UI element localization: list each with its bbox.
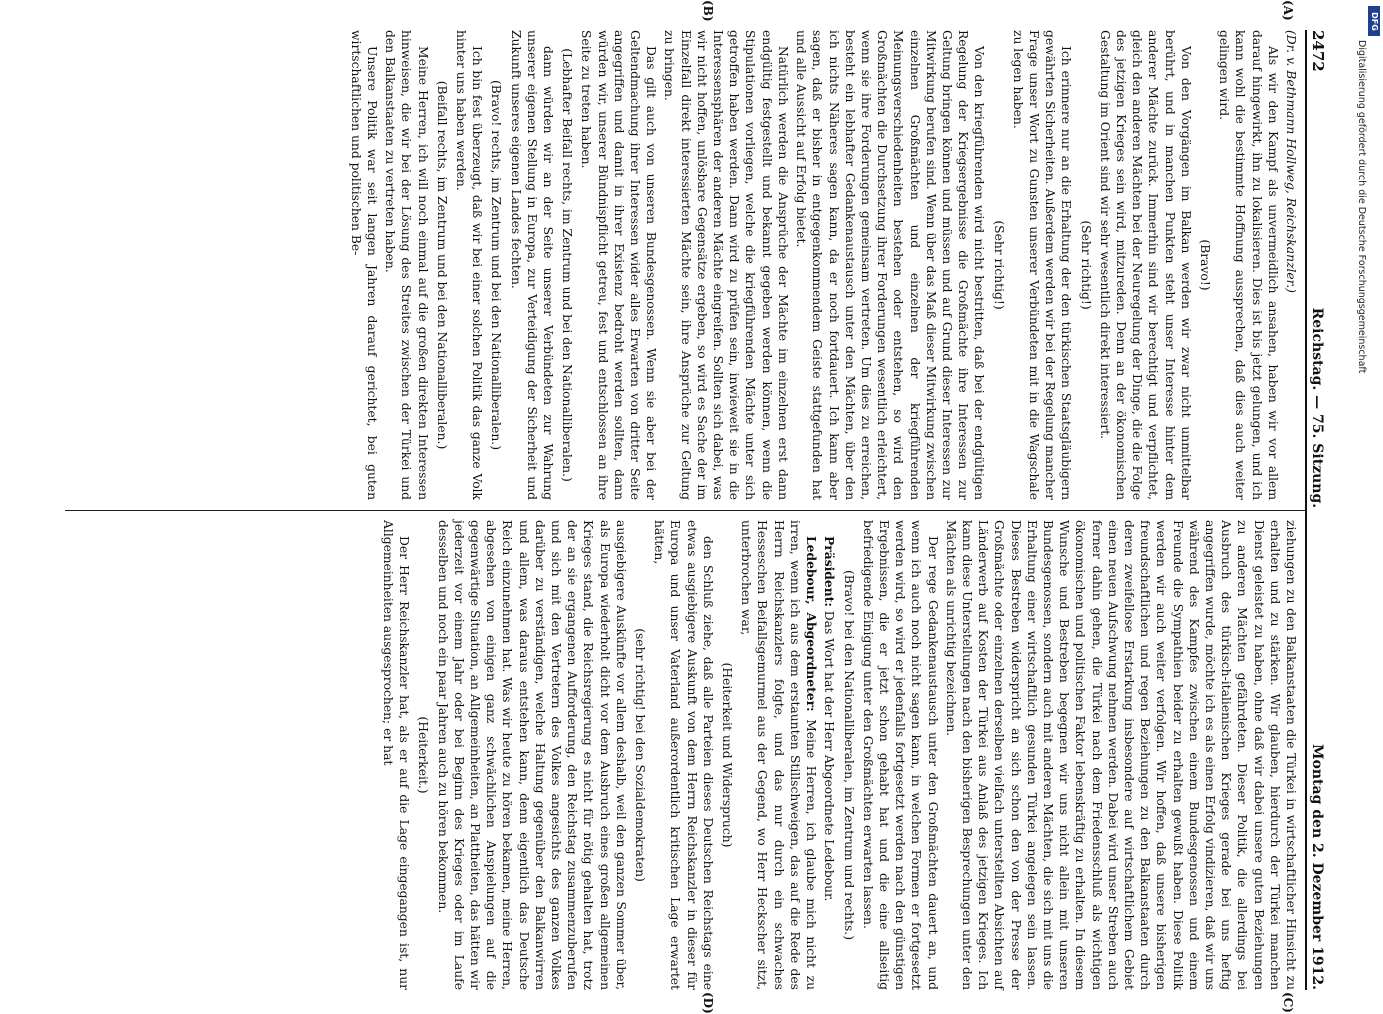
session-date: Montag den 2. Dezember 1912. <box>1309 744 1325 990</box>
speech-paragraph: Ich erinnere nur an die Erhaltung der den türkischen Staatsgläubigern gewährten Sicherheiten. Außerdem werden wir bei der Regelung mancher Frage unser Wort zu Gunsten unserer Verbündeten mit in die Wagschale zu legen haben. <box>1010 30 1074 500</box>
speech-paragraph: ziehungen zu den Balkanstaaten die Türkei in wirtschaftlicher Hinsicht zu erhalten und zu stärken. Wir glauben, hierdurch der Türkei manchen Dienst geleistet zu haben, ohne daß wir dabei unsere guten Beziehungen zu anderen Mächten gefährdeten. Dieser Politik, die allerdings bei Ausbruch des türkisch-italienischen Krieges gerade bei uns heftig angegriffen wurde, möchte ich es als einen Erfolg vindizieren, daß wir uns während des Kampfes zwischen einem Bundesgenossen und einem Freunde die Sympathien beider zu erhalten gewußt haben. Diese Politik werden wir auch weiter verfolgen. Wir hoffen, daß unsere bisherigen freundschaftlichen und regen Beziehungen zu den Balkanstaaten durch deren zweifellose Erstarkung insbesondere auf wirtschaftlichem Gebiet einen neuen Aufschwung nehmen werden. Dabei wird unser Streben auch ferner dahin gehen, die Türkei nach dem Friedensschluß als wichtigen ökonomischen und politischen Faktor lebenskräftig zu erhalten. In diesem Wunsche und Bestreben begegnen wir uns nicht allein mit unseren Bundesgenossen, sondern auch mit anderen Mächten, die sich mit uns die Erhaltung einer wirtschaftlich gesunden Türkei angelegen sein lassen. Dieses Bestreben widerspricht an sich schon den von der Presse der Großmächte oder einzelnen derselben vielfach unterstellten Absichten auf Länderwerb auf Kosten der Türkei aus Anlaß des jetzigen Krieges. Ich kann diese Unterstellungen nach den bisherigen Besprechungen unter den Mächten als unrichtig bezeichnen. <box>943 520 1298 990</box>
column-divider <box>65 510 1305 511</box>
speech-paragraph <box>821 520 837 990</box>
speech-paragraph: Natürlich werden die Ansprüche der Mächte im einzelnen erst dann endgültig festgestellt und bekannt gegeben werden können, wenn die Stipulationen vorliegen, welche die kriegführenden Mächte unter sich getroffen haben werden. Dann wird zu prüfen sein, inwieweit sie in die Interessensphären der anderen Mächte eingreifen. Sollten sich dabei, was wir nicht hoffen, unlösbare Gegensätze ergeben, so wird es Sache der im Einzelfall direkt interessierten Mächte sein, ihre Ansprüche zur Geltung zu bringen. <box>662 30 790 500</box>
margin-marker-b: (B) <box>701 0 715 22</box>
running-header <box>1305 30 1335 990</box>
margin-marker-a: (A) <box>1281 0 1295 21</box>
dfg-logo <box>1368 6 1380 36</box>
speech-paragraph: Meine Herren, ich will noch einmal auf die großen direkten Interessen hinweisen, die wir bei der Lösung des Streites zwischen der Türkei und den Balkanstaaten zu vertreten haben. <box>383 30 430 500</box>
right-column <box>378 520 1299 990</box>
speech-text: Das Wort hat der Herr Abgeordnete Ledebour. <box>822 610 837 902</box>
interjection: (sehr richtig! bei den Sozialdemokraten) <box>633 628 648 882</box>
interjection: (Heiterkeit und Widerspruch) <box>720 662 735 848</box>
speaker-name: Präsident: <box>822 536 838 607</box>
speaker-name: Ledebour, Abgeordneter: <box>804 536 820 712</box>
page-content <box>55 0 1335 1014</box>
speech-paragraph: dann würden wir an der Seite unserer Verbündeten zur Wahrung unserer eigenen Stellung in Europa, zur Verteidigung der Sicherheit und Zukunft unseres eigenen Landes fechten. <box>508 30 556 500</box>
speech-paragraph: Ich bin fest überzeugt, daß wir bei einer solchen Politik das ganze Volk hinter uns haben werden. <box>454 30 485 500</box>
speech-paragraph: den Schluß ziehe, daß alle Parteien dieses Deutschen Reichstags eine etwas ausgiebigere Auskunft von dem Herrn Reichskanzler in dieser für Europa und unser Vaterland außerordentlich kritischen Lage erwartet hätten, <box>652 520 715 990</box>
speaker-attribution: (Dr. v. Bethmann Hollweg, Reichskanzler.) <box>1284 30 1298 293</box>
interjection: (Heiterkeit.) <box>416 716 431 794</box>
interjection: (Beifall rechts, im Zentrum und bei den Nationalliberalen.) <box>434 80 449 450</box>
interjection: (Bravo!) <box>1197 239 1212 291</box>
interjection: (Bravo! bei den Nationalliberalen, im Zentrum und rechts.) <box>841 569 856 941</box>
speech-paragraph: Der Herr Reichskanzler hat, als er auf die Lage eingegangen ist, nur Allgemeinheiten ausgesprochen; er hat <box>381 520 412 990</box>
speech-paragraph: Von den kriegführenden wird nicht bestritten, daß bei der endgültigen Regelung der Kriegsergebnisse die Großmächte ihre Interessen zur Geltung bringen können und müssen und auf Grund dieser Interessen zur Mitwirkung berufen sind. Wenn über das Maß dieser Mitwirkung zwischen einzelnen Großmächten und einzelnen der kriegführenden Meinungsverschiedenheiten bestehen oder entstehen, so wird den Großmächten die Durchsetzung ihrer Forderungen wesentlich erleichtert, wenn sie ihre Forderungen gemeinsam vertreten. Um dies zu erreichen, besteht ein lebhafter Gedankenaustausch unter den Mächten, über den ich nichts Näheres sagen kann, da er noch fortdauert. Ich kann aber sagen, daß er bisher in entgegenkommendem Geiste stattgefunden hat und alle Aussicht auf Erfolg bietet. <box>794 30 987 500</box>
interjection: (Sehr richtig!) <box>1078 220 1093 310</box>
speech-paragraph: Der rege Gedankenaustausch unter den Großmächten dauert an, und wenn ich auch noch nicht sagen kann, in welchen Formen er fortgesetzt werden wird, so wird er jedenfalls fortgesetzt werden nach den günstigen Ergebnissen, die er jetzt schon gehabt hat und die eine allseitig befriedigende Einigung unter den Großmächten erwarten lassen. <box>860 520 940 990</box>
margin-marker-c: (C) <box>1281 992 1295 1013</box>
speech-paragraph: Das gilt auch von unseren Bundesgenossen. Wenn sie aber bei der Geltendmachung ihrer Interessen wider alles Erwarten von dritter Seite angegriffen und damit in ihrer Existenz bedroht werden sollten, dann würden wir, unserer Bündnispflicht getreu, fest und entschlossen an ihre Seite zu treten haben. <box>579 30 659 500</box>
speech-paragraph: Von den Vorgängen im Balkan werden wir zwar nicht unmittelbar berührt, und in manchen Punkten steht unser Interesse hinter dem anderer Mächte zurück. Immerhin sind wir berechtigt und verpflichtet, gleich den anderen Mächten bei der Neuregelung der Dinge, die die Folge des jetzigen Krieges sein wird, mitzureden. Denn an der ökonomischen Gestaltung im Orient sind wir sehr wesentlich direkt interessiert. <box>1097 30 1193 500</box>
page-number: 2472 <box>1309 30 1327 72</box>
digitization-note: Digitalisierung gefördert durch die Deutsche Forschungsgemeinschaft <box>1356 40 1367 374</box>
speech-paragraph: Unsere Politik war seit langen Jahren darauf gerichtet, bei guten wirtschaftlichen und politischen Be- <box>348 30 380 500</box>
speech-paragraph: ausgiebigere Auskünfte vor allem deshalb, weil den ganzen Sommer über, als Europa wiederholt dicht vor dem Ausbruch eines großen allgemeinen Krieges stand, die Reichsregierung es nicht für nötig gehalten hat, trotz der an sie ergangenen Aufforderung, den Reichstag zusammenzuberufen und sich mit den Vertretern des Volkes angesichts des ganzen Volkes darüber zu verständigen, welche Haltung gegenüber den Balkanwirren und allem, was daraus entstehen kann, denn eigentlich das Deutsche Reich einzunehmen hat. Was wir heute zu hören bekamen, meine Herren, abgesehen von einigen ganz schwächlichen Anspielungen auf die gegenwärtige Situation, an Allgemeinheiten, an Plattheiten, das hätten wir jederzeit vor einem Jahr oder bei Beginn des Krieges oder im Laufe desselben und noch ein paar Jahren auch zu hören bekommen. <box>435 520 628 990</box>
speech-paragraph <box>738 520 819 990</box>
interjection: (Bravo! rechts, im Zentrum und bei den Nationalliberalen.) <box>489 79 504 451</box>
interjection: (Lebhafter Beifall rechts, im Zentrum und bei den Nationalliberalen.) <box>560 48 575 482</box>
session-title: Reichstag. — 75. Sitzung. <box>1309 307 1325 509</box>
left-column <box>346 30 1299 500</box>
speech-paragraph: Als wir den Kampf als unvermeidlich ansahen, haben wir vor allem darauf hingewirkt, ihn zu lokalisieren. Dies ist bis jetzt gelungen, und ich kann wohl die bestimmte Hoffnung aussprechen, daß dies auch weiter gelingen wird. <box>1217 30 1280 500</box>
dfg-logo-text: DFG <box>1369 11 1379 31</box>
speech-text: Meine Herren, ich glaube mich nicht zu irren, wenn ich aus dem erstaunten Stillschweigen, das auf die Rede des Herrn Reichskanzlers folgte, und das nur durch ein schwaches Hesseschen Beifallsgemurmel aus der Gegend, wo Herr Heckscher sitzt, unterbrochen war, <box>739 520 819 990</box>
interjection: (Sehr richtig!) <box>991 220 1006 310</box>
margin-marker-d: (D) <box>701 992 715 1014</box>
